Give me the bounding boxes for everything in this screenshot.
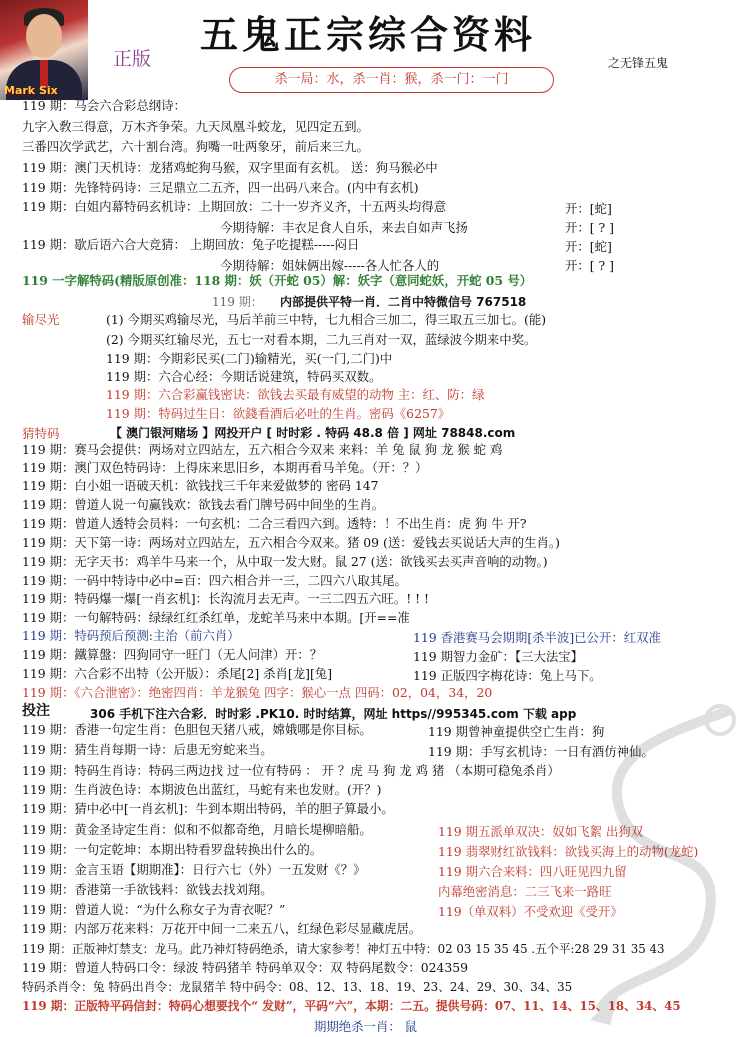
casino-banner: 【 澳门银河赌场 】网投开户 [ 时时彩 . 特码 48.8 倍 ] 网址 78848.com bbox=[110, 426, 516, 440]
wechat-banner: 内部提供平特一肖．二肖中特微信号 767518 bbox=[280, 295, 527, 309]
text-line: 今期待解：丰衣足食人自乐，来去自如声飞扬 bbox=[220, 220, 468, 235]
text-line: 119 期：曾道人特码口令：绿波 特码猪羊 特码单双令：双 特码尾数令：024359 bbox=[22, 960, 469, 975]
red-line: 119 期五派单双决：奴如飞絮 出狗双 bbox=[438, 824, 643, 839]
text-line: 119 正版四字梅花诗：兔上马下。 bbox=[413, 668, 602, 683]
text-line: 119 香港赛马会期期[杀半波]已公开：红双准 bbox=[413, 630, 661, 645]
page-title: 五鬼正宗综合资料 bbox=[200, 12, 537, 57]
section-label-lose: 输尽光 bbox=[22, 312, 60, 327]
kill-banner: 杀一局：水，杀一肖：猴，杀一门：一门 bbox=[229, 67, 554, 93]
dragon-watermark bbox=[560, 690, 750, 1030]
edition-label: 正版 bbox=[113, 48, 152, 70]
text-line: 三番四次学武艺，六十割台湾。狗嘴一吐两象牙，前后来三九。 bbox=[22, 139, 369, 154]
text-line: 119 期：一句解特码：绿绿红红杀红单，龙蛇羊马来中本期。[开==准 bbox=[22, 610, 410, 625]
text-line: 今期待解：姐妹俩出嫁-----各人忙各人的 bbox=[220, 258, 440, 273]
text-line: (1) 今期买鸡输尽光，马后羊前三中特，七九相合三加二，得三取五三加七。(能) bbox=[106, 312, 547, 327]
text-line: 119 期：今期彩民买(二门)输精光，买(一门,二门)中 bbox=[106, 351, 393, 366]
green-line: 119 一字解特码(精版原创准：118 期：妖（开蛇 05）解：妖字（意同蛇妖，开蛇 05 号） bbox=[22, 273, 533, 288]
text-line: 119 期：特码生肖诗：特码三两边找 过一位有特码 ： 开 ？虎 马 狗 龙 鸡 猪 （本期可稳兔杀肖） bbox=[22, 763, 560, 778]
text-line: 119 期：特码爆一爆[一肖玄机]：长沟流月去无声。一三二四五六旺。! ! ! bbox=[22, 591, 430, 606]
red-line: 内幕绝密消息：二三飞来一路旺 bbox=[438, 884, 612, 899]
text-line: 119 期：一句定乾坤：本期出特看罗盘转换出什么的。 bbox=[22, 842, 323, 857]
red-line: 119 期：正版特平码信封：特码心想要找个“ 发财”，平码“六”，本期：二五。提供号码：07、11、14、15、18、34、45 bbox=[22, 999, 681, 1013]
text-line: 119 期：曾道人说一句赢钱欢：欲钱去看门牌号码中间坐的生肖。 bbox=[22, 497, 385, 512]
text-line: 119 期：白小姐一语破天机：欲钱找三千年来爱做梦的 密码 147 bbox=[22, 478, 379, 493]
result-value: 开：[蛇] bbox=[565, 201, 612, 216]
text-line: 119 期智力金矿：【三大法宝】 bbox=[413, 649, 584, 664]
red-line: 119 期：《六合泄密》：绝密四肖：羊龙猴兔 四字：猴心一点 四码：02，04，34，20 bbox=[22, 685, 493, 700]
text-line: 119 期：澳门双色特码诗：上得床来思旧乡，本期再看马羊兔。（开：？） bbox=[22, 460, 428, 475]
text-line: 119 期：特码预后预测:主治（前六肖） bbox=[22, 628, 240, 643]
section-label-guess: 猜特码 bbox=[22, 426, 60, 441]
text-line: 119 期：无字天书：鸡羊牛马来一个，从中取一发大财。鼠 27 (送：欲钱买去买声音响的动物。) bbox=[22, 554, 548, 569]
result-value: 开：[蛇] bbox=[565, 239, 612, 254]
text-line: 119 期：猜生肖每期一诗：后患无穷蛇来当。 bbox=[22, 742, 273, 757]
red-line: 119 翡翠财红欲钱料：欲钱买海上的动物(龙蛇) bbox=[438, 844, 699, 859]
text-line: 119 期：猜中必中[一肖玄机]：牛到本期出特码，羊的胆子算最小。 bbox=[22, 801, 394, 816]
text-line: 九字入敎三得意，万木齐争荣。九天凤凰斗蛟龙，见四定五到。 bbox=[22, 119, 369, 134]
text-line: 119 期：正版神灯禁支：龙马。此乃神灯特码绝杀，请大家参考！神灯五中特：02 03 15 35 45 .五个平:28 29 31 35 43 bbox=[22, 942, 665, 956]
face bbox=[26, 14, 62, 58]
text-line: 119 期：先锋特码诗：三足鼎立二五齐，四一出码八来合。(内中有玄机) bbox=[22, 180, 419, 195]
text-line: 119 期：白姐内幕特码玄机诗：上期回放：二十一岁齐义齐，十五两头均得意 bbox=[22, 199, 447, 214]
footer-line: 期期绝杀一肖： 鼠 bbox=[314, 1019, 418, 1034]
result-value: 开：[ ? ] bbox=[565, 258, 614, 273]
text-line: 119 期：金言玉语【期期准】：日行六七（外）一五发财《？》 bbox=[22, 862, 366, 877]
app-banner: 306 手机下注六合彩．时时彩 .PK10. 时时结算，网址 https//995345.com 下载 app bbox=[90, 707, 577, 721]
text-line: 119 期：天下第一诗：两场对立四站左，五六相合今双来。猪 09 (送：爱钱去买说话大声的生肖。) bbox=[22, 535, 560, 550]
red-line: 119 期：特码过生日：欲錢看酒后必吐的生肖。密码《6257》 bbox=[106, 406, 451, 421]
text-line: 119 期曾神童提供空亡生肖：狗 bbox=[428, 724, 605, 739]
section-label-bet: 投注 bbox=[22, 703, 50, 719]
text-line: 119 期：六合心经：今期话说建筑，特码买双数。 bbox=[106, 369, 382, 384]
text-line: 119 期：内部万花来料：万花开中间一二来五八，红绿色彩尽显藏虎居。 bbox=[22, 921, 422, 936]
text-line: 119 期：一码中特诗中必中=百：四六相合并一三，二四六八取其尾。 bbox=[22, 573, 407, 588]
text-line: 119 期：生肖波色诗：本期波色出蓝红，马蛇有来也发财。(开？) bbox=[22, 782, 382, 797]
text-line: (2) 今期买红输尽光，五七一对看本期，二九三肖对一双，蓝绿波今期来中奖。 bbox=[106, 332, 537, 347]
text-line: 特码杀肖令：兔 特码出肖令：龙鼠猪羊 特中码令：08、12、13、18、19、23、24、29、30、34、35 bbox=[22, 980, 573, 994]
text-line: 119 期：曾道人说：“为什么称女子为青衣呢？” bbox=[22, 902, 286, 917]
red-line: 119（单双料）不受欢迎《受开》 bbox=[438, 904, 623, 919]
author-label: 之无锋五鬼 bbox=[608, 56, 669, 70]
text-line: 119 期：香港第一手欲钱料：欲钱去找刘翔。 bbox=[22, 882, 273, 897]
photo-caption: Mark Six bbox=[4, 84, 58, 97]
result-value: 开：[ ? ] bbox=[565, 220, 614, 235]
red-line: 119 期六合来料：四八旺见四九留 bbox=[438, 864, 627, 879]
text-line: 119 期：手写玄机诗：一日有酒仿神仙。 bbox=[428, 744, 654, 759]
text-line: 119 期：歇后语六合大竞猜： 上期回放：兔子吃提糕-----闷日 bbox=[22, 237, 360, 252]
text-line: 119 期：澳门天机诗：龙猪鸡蛇狗马猴，双字里面有玄机。 送：狗马猴必中 bbox=[22, 160, 438, 175]
text-line: 119 期：黄金圣诗定生肖：似和不似都奇绝，月暗长堤柳暗船。 bbox=[22, 822, 372, 837]
text-line: 119 期：六合彩不出特（公开版）：杀尾[2] 杀肖[龙][兔] bbox=[22, 666, 333, 681]
text-line: 119 期：鐵算盤：四狗同守一旺门（无人问津）开：？ bbox=[22, 647, 323, 662]
text-line: 119 期： bbox=[212, 295, 263, 309]
text-line: 119 期：香港一句定生肖：色胆包天猪八戒，嫦娥哪是你目标。 bbox=[22, 722, 372, 737]
text-line: 119 期：马会六合彩总纲诗： bbox=[22, 98, 186, 113]
text-line: 119 期：曾道人透特会员料：一句玄机：二合三看四六到。透特：！不出生肖：虎 狗 牛 开? bbox=[22, 516, 527, 531]
header-photo bbox=[0, 0, 88, 100]
red-line: 119 期：六合彩赢钱密诀：欲钱去买最有威望的动物 主：红、防：绿 bbox=[106, 387, 485, 402]
text-line: 119 期：赛马会提供：两场对立四站左，五六相合今双来 来料：羊 兔 鼠 狗 龙 猴 蛇 鸡 bbox=[22, 442, 503, 457]
